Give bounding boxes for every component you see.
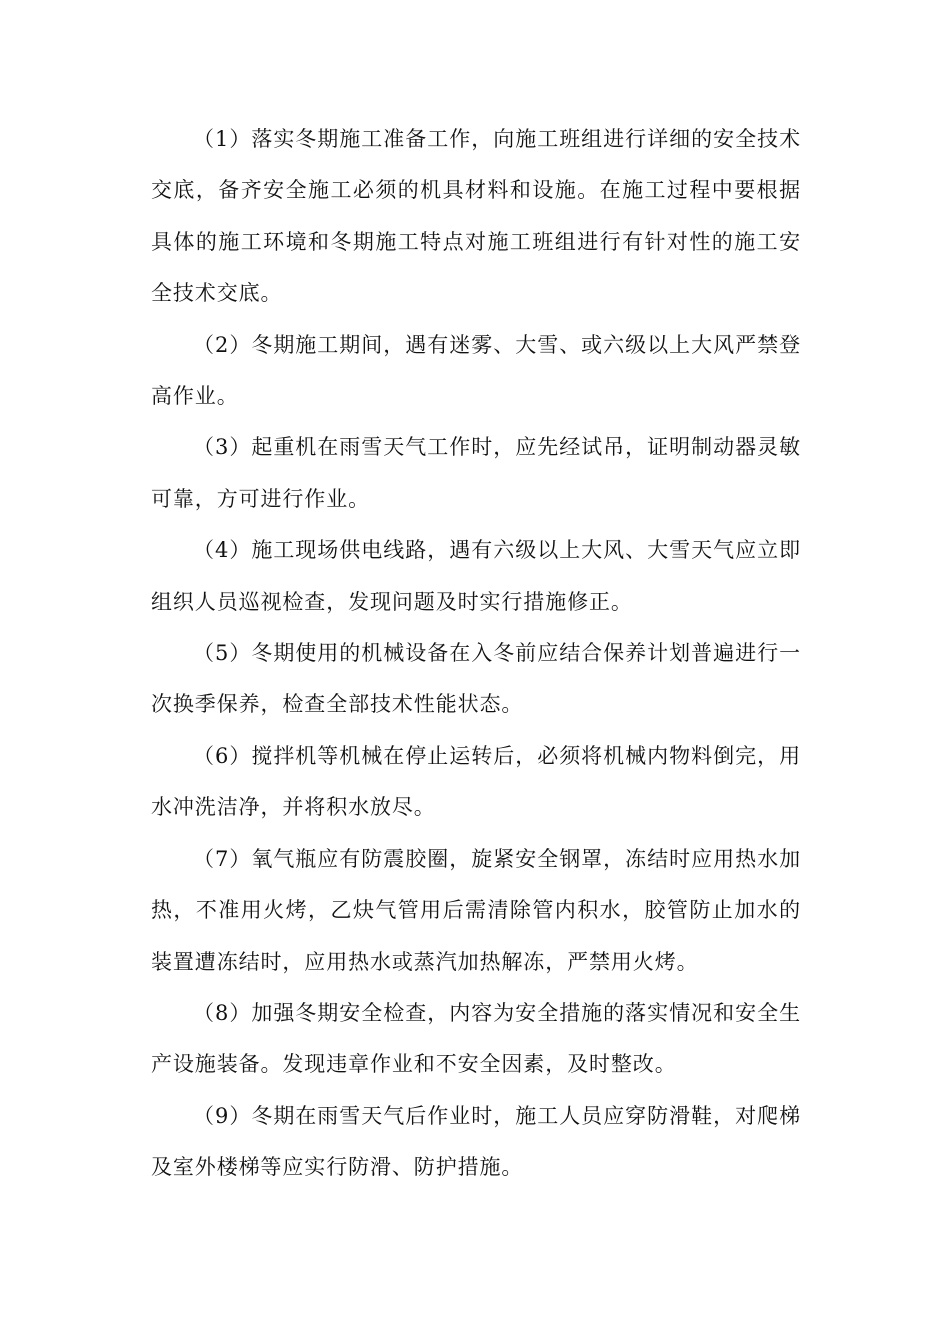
paragraph-4: （4）施工现场供电线路，遇有六级以上大风、大雪天气应立即组织人员巡视检查，发现问题及时实行措施修正。	[151, 538, 801, 614]
paragraph-8: （8）加强冬期安全检查，内容为安全措施的落实情况和安全生产设施装备。发现违章作业和不安全因素，及时整改。	[151, 1000, 801, 1077]
paragraph-1: （1）落实冬期施工准备工作，向施工班组进行详细的安全技术交底，备齐安全施工必须的机具材料和设施。在施工过程中要根据具体的施工环境和冬期施工特点对施工班组进行有针对性的施工安全技术交底。	[151, 127, 801, 306]
document-body	[151, 114, 801, 1194]
paragraph-2: （2）冬期施工期间，遇有迷雾、大雪、或六级以上大风严禁登高作业。	[151, 332, 801, 409]
paragraph-9: （9）冬期在雨雪天气后作业时，施工人员应穿防滑鞋，对爬梯及室外楼梯等应实行防滑、防护措施。	[151, 1103, 801, 1180]
paragraph-3: （3）起重机在雨雪天气工作时，应先经试吊，证明制动器灵敏可靠，方可进行作业。	[151, 435, 801, 511]
paragraph-6: （6）搅拌机等机械在停止运转后，必须将机械内物料倒完，用水冲洗洁净，并将积水放尽。	[151, 743, 801, 820]
paragraph-7: （7）氧气瓶应有防震胶圈，旋紧安全钢罩，冻结时应用热水加热，不准用火烤，乙炔气管用后需清除管内积水，胶管防止加水的装置遭冻结时，应用热水或蒸汽加热解冻，严禁用火烤。	[151, 846, 801, 974]
paragraph-5: （5）冬期使用的机械设备在入冬前应结合保养计划普遍进行一次换季保养，检查全部技术性能状态。	[151, 641, 801, 717]
